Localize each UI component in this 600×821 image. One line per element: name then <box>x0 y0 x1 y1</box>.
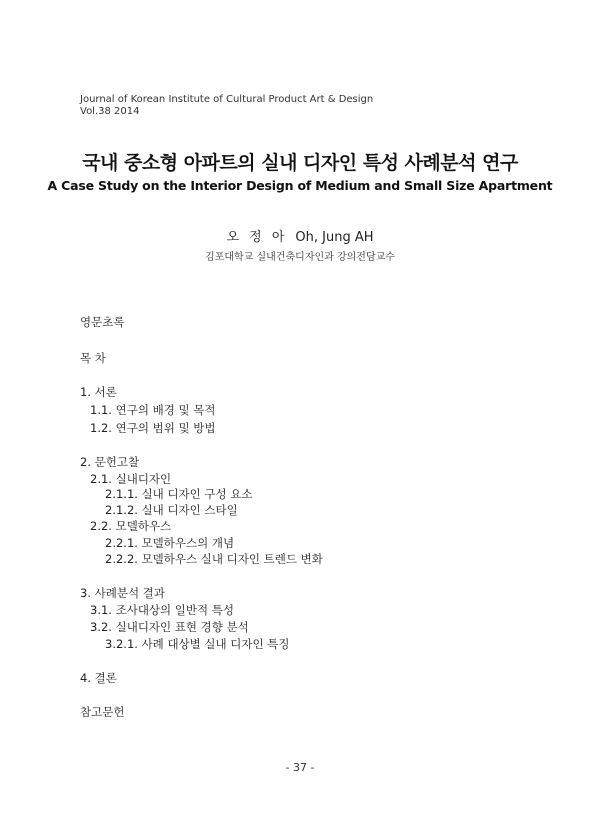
toc-entry: 3.2. 실내디자인 표현 경향 분석 <box>90 620 249 634</box>
page-number: - 37 - <box>285 761 315 774</box>
journal-volume: Vol.38 2014 <box>80 106 140 117</box>
toc-entry: 2.2. 모델하우스 <box>90 519 172 533</box>
toc-entry: 3.2.1. 사례 대상별 실내 디자인 특징 <box>105 637 290 651</box>
toc-entry: 2.1.1. 실내 디자인 구성 요소 <box>105 487 253 501</box>
toc-references: 참고문헌 <box>80 705 125 719</box>
toc-entry: 2.1.2. 실내 디자인 스타일 <box>105 503 238 517</box>
toc-heading: 목 차 <box>80 351 106 365</box>
author-line <box>0 226 600 245</box>
journal-name: Journal of Korean Institute of Cultural Product Art & Design <box>80 94 374 105</box>
author-affiliation: 김포대학교 실내건축디자인과 강의전담교수 <box>205 252 395 263</box>
toc-abstract: 영문초록 <box>80 315 125 329</box>
toc-entry: 1. 서론 <box>80 385 117 399</box>
toc-entry: 2.2.2. 모델하우스 실내 디자인 트렌드 변화 <box>105 552 323 566</box>
toc-entry: 2. 문헌고찰 <box>80 455 140 469</box>
toc-entry: 1.2. 연구의 범위 및 방법 <box>90 421 216 435</box>
toc-entry: 3. 사례분석 결과 <box>80 586 165 600</box>
toc-entry: 4. 결론 <box>80 671 117 685</box>
title-korean: 국내 중소형 아파트의 실내 디자인 특성 사례분석 연구 <box>82 152 518 174</box>
toc-entry: 3.1. 조사대상의 일반적 특성 <box>90 603 234 617</box>
author-name-korean: 오 정 아 <box>226 230 288 245</box>
toc-entry: 2.2.1. 모델하우스의 개념 <box>105 536 235 550</box>
toc-entry: 1.1. 연구의 배경 및 목적 <box>90 403 216 417</box>
toc-entry: 2.1. 실내디자인 <box>90 472 172 486</box>
title-english: A Case Study on the Interior Design of Medium and Small Size Apartment <box>47 178 553 193</box>
author-name-english: Oh, Jung AH <box>295 230 374 245</box>
